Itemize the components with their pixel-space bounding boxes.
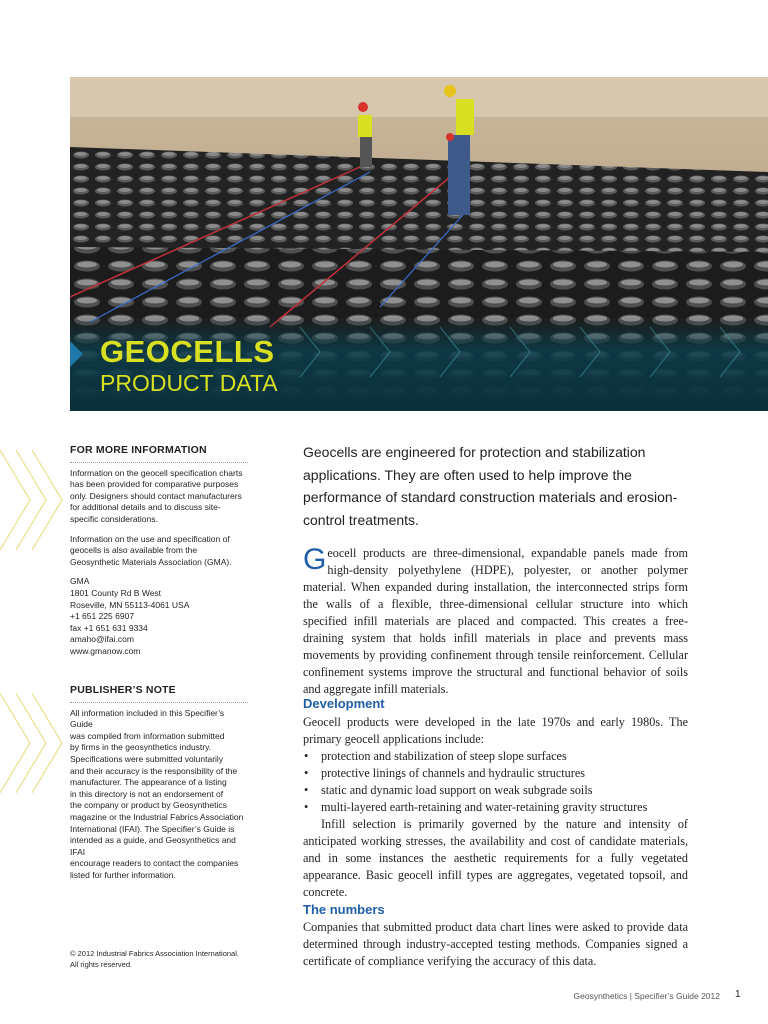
contact-street: 1801 County Rd B West — [70, 587, 162, 598]
copyright-line: All rights reserved. — [70, 959, 133, 969]
dotted-divider — [70, 702, 248, 703]
copyright-notice — [70, 949, 260, 970]
page-number: 1 — [735, 989, 741, 1000]
more-info-paragraph: Information on the geocell specification charts has been provided for comparative purposes only. Designers should contact manufacturers for additional details and to discuss site-specific considerations. — [70, 467, 243, 524]
list-item: • protective linings of channels and hydraulic structures — [303, 765, 688, 782]
publisher-note-line: in this directory is not an endorsement of — [70, 788, 224, 799]
contact-email[interactable]: amaho@ifai.com — [70, 634, 134, 645]
development-heading: Development — [303, 696, 385, 711]
publisher-note-line: listed for further information. — [70, 869, 176, 880]
copyright-line: © 2012 Industrial Fabrics Association International. — [70, 949, 239, 958]
hero-photo — [70, 77, 768, 411]
page-footer: Geosynthetics | Specifier’s Guide 2012 — [573, 991, 720, 1001]
page-title: GEOCELLS — [100, 334, 275, 369]
publisher-note-line: and their accuracy is the responsibility of the — [70, 765, 238, 776]
contact-org: GMA — [70, 576, 90, 587]
publisher-note-line: All information included in this Specifier’s Guide — [70, 707, 225, 730]
gma-contact-block — [70, 576, 248, 657]
list-item: • multi-layered earth-retaining and water-retaining gravity structures — [303, 799, 688, 816]
intro-text: eocell products are three-dimensional, expandable panels made from high-density polyethylene (HDPE), polyester, or another polymer material. When expanded during installation, the interconnected strips form the walls of a flexible, three-dimensional cellular structure into which specified infill materials are placed and compacted. This creates a free-draining system that holds infill materials in place and prevents mass movements by providing confinement through tensile reinforcement. Cellular confinement systems improve the structural and functional behavior of soils and aggregate infill materials. — [303, 546, 688, 696]
publisher-note-line: International (IFAI). The Specifier’s Guide is — [70, 823, 235, 834]
contact-city: Roseville, MN 55113-4061 USA — [70, 599, 190, 610]
drop-cap: G — [303, 543, 327, 576]
contact-phone: +1 651 225 6907 — [70, 611, 135, 622]
development-section — [303, 714, 688, 901]
publisher-note-line: magazine or the Industrial Fabrics Association — [70, 811, 244, 822]
more-info-sidebar — [70, 445, 248, 666]
publisher-note-paragraph — [70, 708, 248, 882]
publisher-note-heading: PUBLISHER’S NOTE — [70, 684, 176, 696]
title-arrow-icon — [70, 341, 83, 367]
list-item: • static and dynamic load support on weak subgrade soils — [303, 782, 688, 799]
hero-title-block — [100, 335, 278, 396]
publisher-note-line: manufacturer. The appearance of a listing — [70, 777, 227, 788]
intro-paragraph — [303, 545, 688, 698]
chevron-decoration-icon — [0, 445, 75, 555]
list-item: • protection and stabilization of steep slope surfaces — [303, 748, 688, 765]
infill-paragraph: Infill selection is primarily governed by the nature and intensity of anticipated working stresses, the availability and cost of candidate materials, and in some instances the aesthetic requirements for a fully vegetated appearance. Basic geocell infill types are aggregates, vegetated topsoil, and concrete. — [303, 817, 688, 899]
publisher-note-line: was compiled from information submitted — [70, 730, 225, 741]
more-info-heading: FOR MORE INFORMATION — [70, 444, 207, 456]
development-paragraph: Geocell products were developed in the late 1970s and early 1980s. The primary geocell applications include: — [303, 715, 688, 746]
chevron-decoration-icon — [0, 688, 75, 798]
gma-paragraph: Information on the use and specification of geocells is also available from the Geosynthetic Materials Association (GMA). — [70, 533, 232, 567]
application-list — [303, 748, 688, 816]
contact-website[interactable]: www.gmanow.com — [70, 645, 141, 656]
contact-fax: fax +1 651 631 9334 — [70, 622, 148, 633]
dotted-divider — [70, 462, 248, 463]
publisher-note-line: Specifications were submitted voluntarily — [70, 753, 224, 764]
publisher-note-line: by firms in the geosynthetics industry. — [70, 742, 212, 753]
numbers-paragraph: Companies that submitted product data chart lines were asked to provide data determined through industry-accepted testing methods. Companies signed a certificate of compliance verifying the accuracy of this data. — [303, 920, 688, 968]
lead-paragraph: Geocells are engineered for protection and stabilization applications. They are often used to help improve the performance of standard construction materials and erosion-control treatments. — [303, 444, 678, 528]
publisher-note-line: intended as a guide, and Geosynthetics and IFAI — [70, 835, 236, 857]
numbers-heading: The numbers — [303, 902, 385, 917]
publisher-note-line: encourage readers to contact the companies — [70, 858, 239, 869]
publisher-note-line: the company or product by Geosynthetics — [70, 800, 227, 811]
page-subtitle: PRODUCT DATA — [100, 370, 278, 396]
publisher-note-sidebar — [70, 685, 248, 890]
